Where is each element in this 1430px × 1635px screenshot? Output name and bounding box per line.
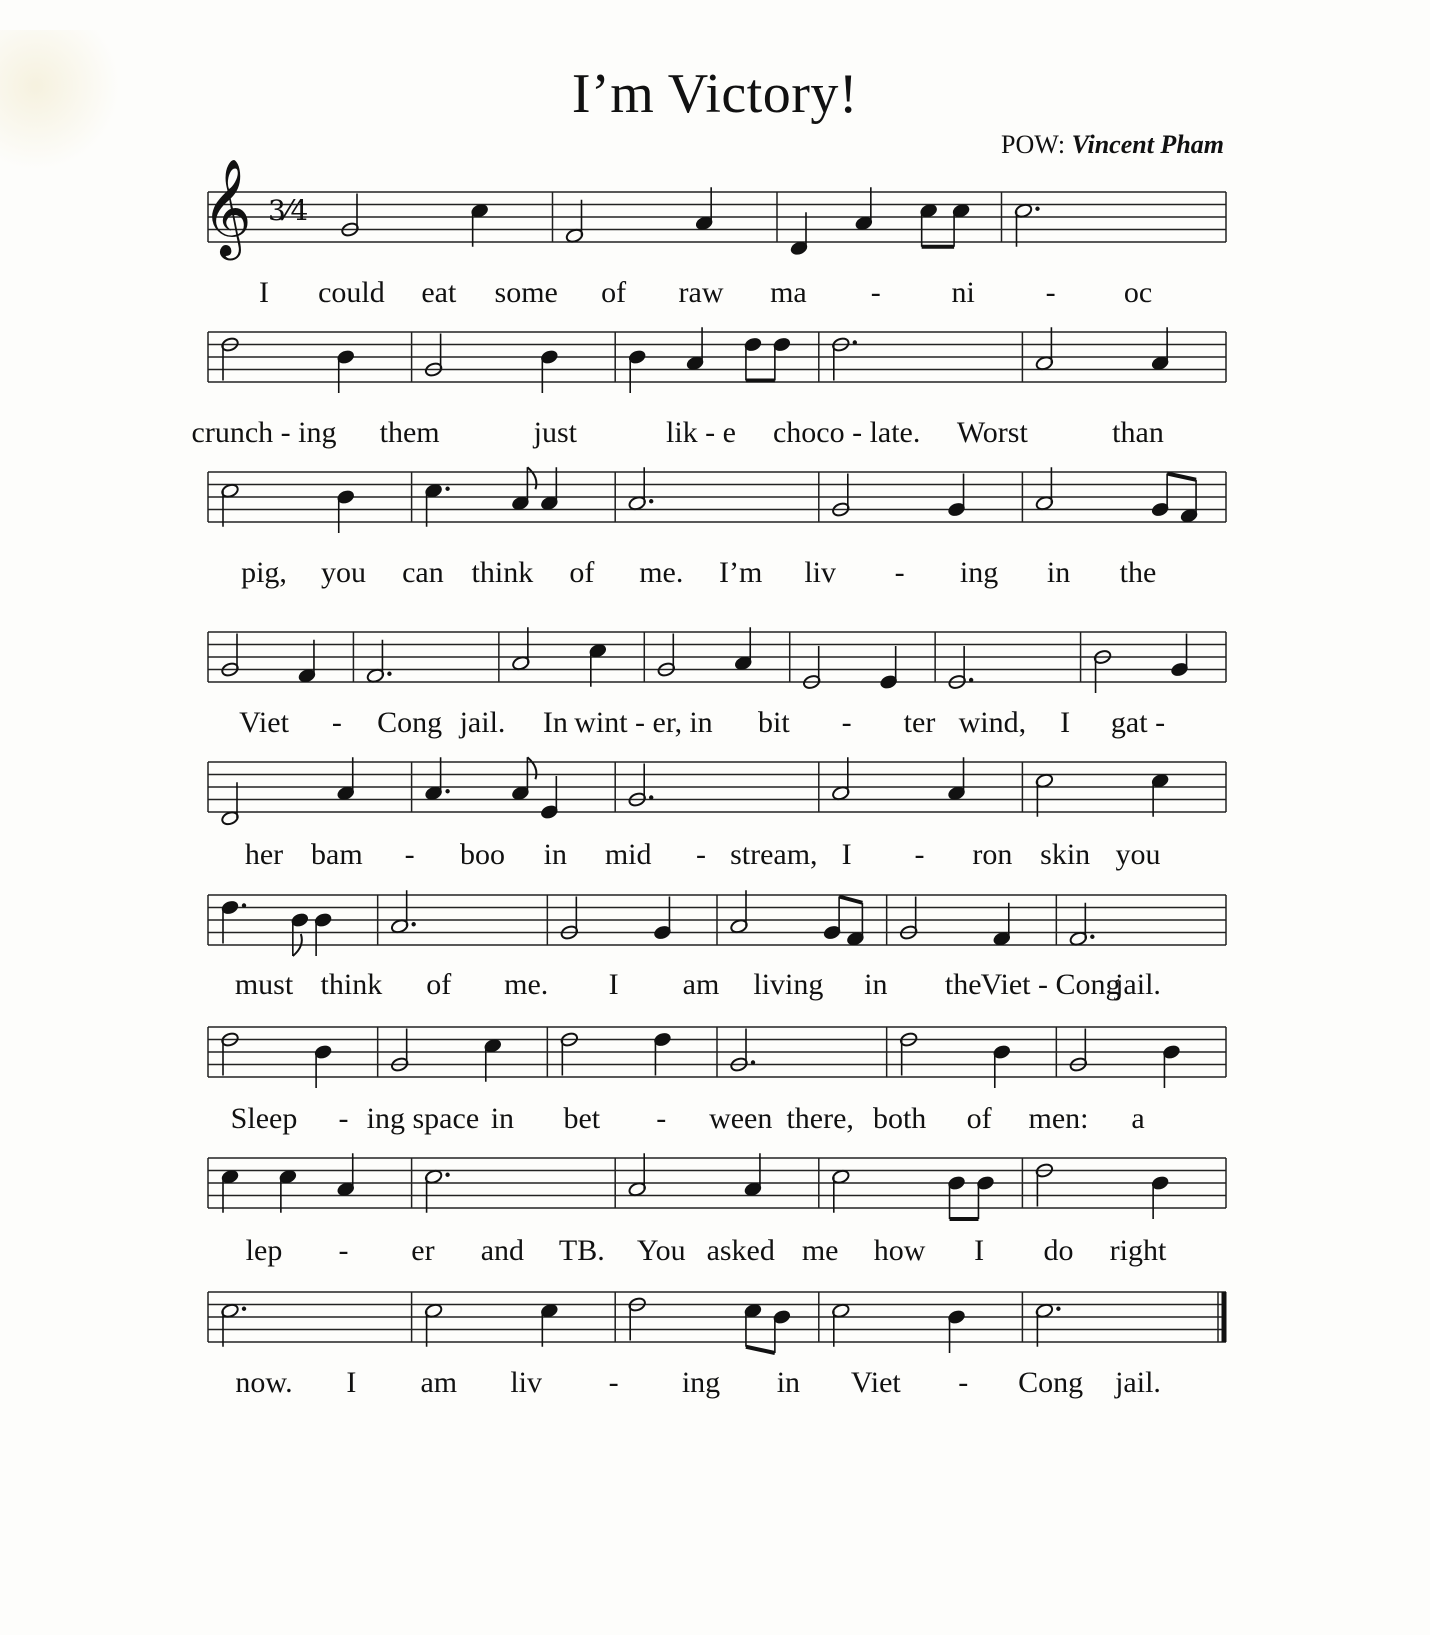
music-note: [1151, 773, 1170, 817]
music-note: [743, 336, 774, 380]
music-note: [424, 1169, 450, 1213]
lyric-word: In: [542, 706, 568, 739]
lyric-word: lep: [245, 1234, 283, 1267]
lyric-word: Cong: [377, 706, 443, 739]
music-note: [511, 627, 530, 671]
lyric-line-1: [208, 276, 1226, 316]
lyric-word: liv: [804, 556, 837, 589]
syllable-hyphen: -: [914, 838, 925, 871]
lyric-word: of: [426, 968, 452, 1001]
music-note: [657, 634, 676, 678]
music-note: [686, 327, 705, 371]
music-note: [341, 194, 360, 238]
syllable-hyphen: -: [696, 838, 706, 871]
lyric-line-6: [208, 968, 1226, 1008]
music-note: [790, 212, 809, 256]
lyric-word: me: [801, 1234, 839, 1267]
music-note: [336, 489, 355, 533]
lyric-word: bit: [757, 706, 790, 739]
lyric-word: jail.: [1115, 968, 1161, 1001]
music-note: [221, 782, 240, 826]
staff-system-5: [208, 762, 1226, 822]
lyric-word: Viet - Cong: [980, 968, 1121, 1001]
lyric-word: jail.: [1115, 1366, 1161, 1399]
syllable-hyphen: -: [656, 1102, 667, 1135]
music-note: [1162, 1044, 1181, 1088]
lyric-word: the: [1119, 556, 1157, 589]
lyric-word: choco - late.: [772, 416, 921, 449]
music-note: [772, 1309, 791, 1353]
music-note: [628, 349, 647, 393]
staff-svg: [208, 762, 1226, 822]
music-note: [992, 903, 1011, 947]
lyric-word: ron: [972, 838, 1013, 871]
music-note: [952, 203, 971, 247]
staff-svg: [208, 1027, 1226, 1087]
music-note: [743, 1153, 762, 1197]
lyric-word: than: [1112, 416, 1164, 449]
staff-system-6: [208, 895, 1226, 955]
music-note: [540, 467, 559, 511]
music-note: [831, 1169, 850, 1213]
music-note: [1170, 634, 1189, 678]
lyric-line-7: [208, 1102, 1226, 1142]
lyric-word: raw: [678, 276, 724, 309]
lyric-word: wint - er,: [574, 706, 683, 739]
syllable-hyphen: -: [338, 1234, 349, 1267]
music-note: [628, 1296, 647, 1340]
music-note: [743, 1303, 774, 1353]
music-note: [899, 897, 918, 941]
syllable-hyphen: -: [608, 1366, 619, 1399]
lyric-line-9: [208, 1366, 1226, 1406]
lyric-word: wind,: [958, 706, 1027, 739]
lyric-word: there,: [786, 1102, 854, 1135]
lyric-word: how: [873, 1234, 926, 1267]
music-note: [992, 1044, 1011, 1088]
staff-svg: [208, 332, 1226, 392]
music-note: [831, 1303, 850, 1347]
lyric-word: of: [601, 276, 627, 309]
music-note: [1069, 1029, 1088, 1073]
music-note: [366, 640, 392, 684]
music-note: [899, 1031, 918, 1075]
syllable-hyphen: -: [331, 706, 342, 739]
syllable-hyphen: -: [338, 1102, 349, 1135]
music-note: [221, 1169, 240, 1213]
music-note: [221, 336, 240, 380]
time-signature: 3⁄4: [268, 194, 309, 227]
music-note: [695, 187, 714, 231]
lyric-word: me.: [504, 968, 549, 1001]
lyric-word: men:: [1028, 1102, 1089, 1135]
lyric-word: of: [569, 556, 595, 589]
music-note: [424, 757, 450, 801]
staff-svg: [208, 472, 1226, 532]
lyric-word: you: [320, 556, 366, 589]
staff-system-8: [208, 1158, 1226, 1218]
lyric-word: You: [636, 1234, 686, 1267]
lyric-word: Worst: [956, 416, 1028, 449]
lyric-word: crunch - ing: [191, 416, 337, 449]
music-note: [221, 483, 240, 527]
lyric-word: ing: [681, 1366, 721, 1399]
music-note: [390, 890, 416, 934]
staff-system-9: [208, 1292, 1226, 1352]
music-note: [470, 203, 489, 247]
staff-system-4: [208, 632, 1226, 692]
lyric-word: liv: [510, 1366, 543, 1399]
lyric-word: oc: [1123, 276, 1153, 309]
music-note: [511, 757, 536, 801]
lyric-word: me.: [639, 556, 684, 589]
lyric-word: am: [420, 1366, 458, 1399]
lyric-line-2: [191, 416, 1226, 456]
lyric-word: and: [480, 1234, 525, 1267]
treble-clef-icon: 𝄞: [202, 158, 252, 256]
music-note: [1035, 467, 1054, 511]
lyric-word: the: [944, 968, 982, 1001]
music-note: [948, 646, 974, 690]
lyric-line-5: [208, 838, 1226, 878]
music-note: [831, 336, 857, 380]
staff-svg: [208, 1292, 1226, 1352]
lyric-word: in: [1046, 556, 1071, 589]
music-note: [1035, 773, 1054, 817]
lyric-word: I: [346, 1366, 357, 1399]
music-note: [290, 912, 309, 956]
lyric-word: a: [1131, 1102, 1145, 1135]
staff-system-3: [208, 472, 1226, 532]
lyric-word: living: [753, 968, 824, 1001]
music-note: [947, 474, 966, 518]
music-note: [540, 1303, 559, 1347]
music-note: [560, 897, 579, 941]
staff-svg: [202, 158, 1226, 256]
lyric-word: er: [411, 1234, 435, 1267]
music-note: [278, 1169, 297, 1213]
lyric-word: mid: [604, 838, 652, 871]
music-note: [772, 336, 791, 380]
music-note: [424, 1303, 443, 1347]
music-note: [919, 203, 954, 247]
lyric-word: think: [320, 968, 383, 1001]
lyric-line-3: [208, 556, 1226, 596]
lyric-word: jail.: [459, 706, 506, 739]
lyric-word: stream,: [730, 838, 818, 871]
music-note: [483, 1038, 502, 1082]
lyric-word: in: [490, 1102, 515, 1135]
lyric-word: I: [1060, 706, 1071, 739]
music-note: [1035, 1303, 1061, 1347]
syllable-hyphen: -: [1045, 276, 1056, 309]
music-note: [947, 1309, 966, 1353]
music-note: [734, 627, 753, 671]
lyric-word: do: [1043, 1234, 1074, 1267]
syllable-hyphen: -: [404, 838, 415, 871]
music-note: [221, 1031, 240, 1075]
music-note: [1035, 327, 1054, 371]
music-note: [653, 1031, 672, 1075]
music-note: [390, 1029, 409, 1073]
staff-system-7: [208, 1027, 1226, 1087]
lyric-line-4: [208, 706, 1226, 746]
music-note: [424, 483, 450, 527]
music-note: [511, 467, 536, 511]
lyric-word: bet: [563, 1102, 601, 1135]
lyric-word: eat: [421, 276, 457, 309]
music-note: [221, 634, 240, 678]
lyric-word: Viet: [850, 1366, 901, 1399]
lyric-word: now.: [235, 1366, 293, 1399]
lyric-word: think: [471, 556, 534, 589]
lyric-word: in: [543, 838, 567, 871]
lyric-word: in: [864, 968, 888, 1001]
staff-svg: [208, 895, 1226, 955]
music-note: [831, 474, 850, 518]
music-note: [1180, 480, 1199, 524]
lyric-word: ter: [903, 706, 936, 739]
music-note: [854, 187, 873, 231]
lyric-word: I: [974, 1234, 985, 1267]
staff-svg: [208, 1158, 1226, 1218]
lyric-word: ing: [959, 556, 999, 589]
music-note: [1035, 1162, 1054, 1206]
lyric-word: in: [689, 706, 713, 739]
syllable-hyphen: -: [958, 1366, 969, 1399]
music-note: [221, 899, 247, 943]
lyric-word: you: [1115, 838, 1161, 871]
lyric-word: I’m: [719, 556, 763, 589]
lyric-word: her: [244, 838, 284, 871]
lyric-word: some: [494, 276, 558, 309]
music-note: [628, 467, 654, 511]
lyric-word: ing space: [366, 1102, 480, 1135]
lyric-word: I: [841, 838, 852, 871]
lyric-word: gat -: [1110, 706, 1166, 739]
music-note: [802, 646, 821, 690]
staff-system-1: [202, 158, 1226, 256]
lyric-word: ween: [709, 1102, 773, 1135]
music-note: [314, 1044, 333, 1088]
composer-name: Vincent Pham: [1071, 130, 1224, 159]
lyric-word: both: [872, 1102, 927, 1135]
lyric-word: TB.: [558, 1234, 605, 1267]
lyric-word: ni: [951, 276, 975, 309]
music-note: [221, 1303, 247, 1347]
music-note: [628, 1153, 647, 1197]
music-note: [336, 1153, 355, 1197]
lyric-word: skin: [1040, 838, 1091, 871]
lyric-word: in: [776, 1366, 801, 1399]
music-note: [540, 776, 559, 820]
lyric-word: just: [533, 416, 578, 449]
music-note: [588, 643, 607, 687]
music-note: [976, 1175, 995, 1219]
music-note: [297, 640, 316, 684]
lyric-word: them: [379, 416, 440, 449]
music-note: [730, 890, 749, 934]
syllable-hyphen: -: [841, 706, 852, 739]
credit-label: POW:: [1001, 130, 1066, 159]
lyric-word: Sleep: [230, 1102, 298, 1135]
staff-system-2: [208, 332, 1226, 392]
music-note: [1069, 903, 1095, 947]
lyric-word: boo: [460, 838, 505, 871]
music-note: [947, 757, 966, 801]
lyric-word: of: [966, 1102, 992, 1135]
lyric-line-8: [208, 1234, 1226, 1274]
music-note: [336, 349, 355, 393]
syllable-hyphen: -: [894, 556, 905, 589]
music-note: [1151, 1175, 1170, 1219]
lyric-word: could: [318, 276, 385, 309]
lyric-word: asked: [706, 1234, 775, 1267]
song-title: I’m Victory!: [571, 63, 859, 125]
lyric-word: right: [1109, 1234, 1167, 1267]
lyric-word: Viet: [239, 706, 289, 739]
music-note: [336, 757, 355, 801]
music-note: [628, 764, 654, 808]
lyric-word: Cong: [1018, 1366, 1084, 1399]
music-note: [1014, 203, 1040, 247]
music-note: [1093, 649, 1112, 693]
lyric-word: pig,: [241, 556, 287, 589]
music-note: [314, 912, 333, 956]
music-note: [879, 646, 898, 690]
lyric-word: bam: [311, 838, 363, 871]
music-note: [1151, 327, 1170, 371]
lyric-word: I: [259, 276, 269, 309]
lyric-word: ma: [770, 276, 807, 309]
lyric-word: can: [402, 556, 444, 589]
music-note: [424, 334, 443, 378]
music-note: [653, 897, 672, 941]
staff-svg: [208, 632, 1226, 692]
music-note: [540, 349, 559, 393]
composer-credit: [1001, 130, 1224, 160]
music-note: [565, 200, 584, 244]
music-note: [831, 757, 850, 801]
syllable-hyphen: -: [870, 276, 881, 309]
music-note: [730, 1029, 756, 1073]
lyric-word: I: [608, 968, 619, 1001]
lyric-word: am: [682, 968, 720, 1001]
lyric-word: must: [234, 968, 294, 1001]
lyric-word: lik - e: [666, 416, 736, 449]
music-note: [560, 1031, 579, 1075]
music-note: [846, 903, 865, 947]
music-note: [947, 1175, 978, 1219]
